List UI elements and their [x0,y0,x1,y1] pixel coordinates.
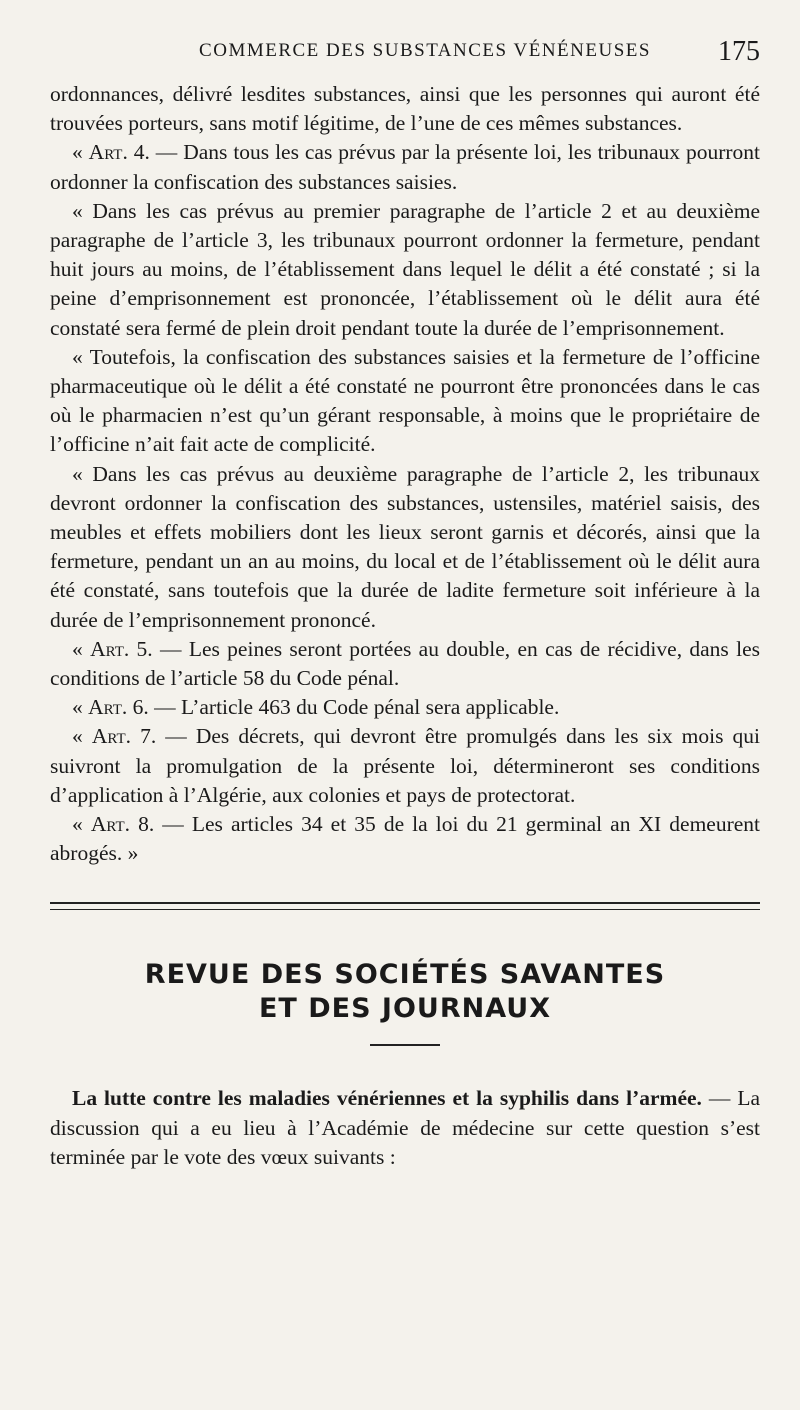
paragraph-text: « Dans les cas prévus au deuxième paragraphe de l’article 2, les tribunaux devront ordonner la confiscation des substances, ustensiles, matériel saisis, des meubles et effets mobiliers dont les lieux seront garnis et décorés, ainsi que la fermeture, pendant un an au moins, du local et de l’établissement où le délit aura été constaté, sans toutefois que la durée de ladite fermeture soit inférieure à la durée de l’emprisonnement prononcé. [50,461,760,632]
paragraph-art-6 [50,693,760,722]
quote-mark: « [72,140,89,165]
paragraph-text: — L’article 463 du Code pénal sera applicable. [148,695,560,720]
quote-mark: « [72,724,92,749]
section-divider [50,902,760,910]
paragraph-text: — Les articles 34 et 35 de la loi du 21 germinal an XI demeurent abrogés. » [50,812,761,866]
law-text [50,80,760,868]
quote-mark: « [72,636,91,661]
quote-mark: « [72,812,91,837]
paragraph-art-4 [50,138,760,196]
article-text: — La discussion qui a eu lieu à l’Académie de médecine sur cette question s’est terminée par le vote des vœux suivants : [50,1086,760,1169]
paragraph [50,460,760,635]
paragraph [50,343,760,460]
section-title [50,958,760,1026]
paragraph-text: — Des décrets, qui devront être promulgés dans les six mois qui suivront la promulgation de la présente loi, détermineront ses conditions d’application à l’Algérie, aux colonies et pays de protectorat. [50,724,761,807]
paragraph-art-8 [50,810,760,868]
title-underline [370,1044,440,1046]
article-number: Art. 4. [88,140,150,165]
paragraph [50,197,760,343]
article-number: Art. 7. [91,724,157,749]
article [50,1084,760,1172]
article-number: Art. 8. [90,812,155,837]
paragraph-text: « Dans les cas prévus au premier paragraphe de l’article 2 et au deuxième paragraphe de l’article 3, les tribunaux pourront ordonner la fermeture, pendant huit jours au moins, de l’établissement dans lequel le délit a été constaté ; si la peine d’emprisonnement est prononcée, l’établissement où le délit aura été constaté sera fermé de plein droit pendant toute la durée de l’emprisonnement. [50,198,760,340]
article-number: Art. 6. [88,695,149,720]
paragraph-art-5 [50,635,760,693]
quote-mark: « [72,695,89,720]
paragraph-text: — Dans tous les cas prévus par la présente loi, les tribunaux pourront ordonner la confiscation des substances saisies. [50,140,760,194]
paragraph-art-7 [50,722,760,810]
article-lead: La lutte contre les maladies vénériennes et la syphilis dans l’armée. [72,1086,702,1111]
article-number: Art. 5. [90,636,153,661]
page-number: 175 [718,36,760,67]
paragraph-text: — Les peines seront portées au double, en cas de récidive, dans les conditions de l’article 58 du Code pénal. [50,636,760,691]
section-title-line: REVUE DES SOCIÉTÉS SAVANTES [144,959,666,991]
paragraph [50,80,760,138]
section-title-line: ET DES JOURNAUX [258,993,552,1025]
running-title: COMMERCE DES SUBSTANCES VÉNÉNEUSES [199,40,651,61]
paragraph-text: « Toutefois, la confiscation des substances saisies et la fermeture de l’officine pharmaceutique où le délit a été constaté ne pourront être prononcées dans le cas où le pharmacien n’est qu’un gérant responsable, à moins que le propriétaire de l’officine n’ait fait acte de complicité. [50,344,760,457]
running-head [50,36,760,80]
paragraph-text: ordonnances, délivré lesdites substances, ainsi que les personnes qui auront été trouvées porteurs, sans motif légitime, de l’une de ces mêmes substances. [50,82,760,136]
